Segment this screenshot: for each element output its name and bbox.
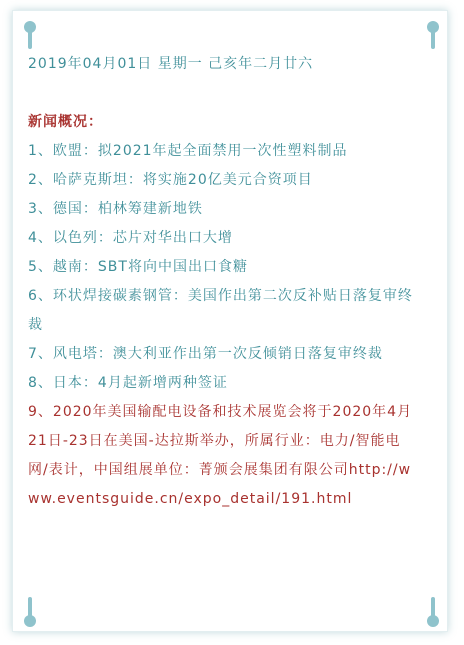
news-content	[28, 50, 413, 514]
news-list	[28, 137, 413, 514]
news-item: 7、风电塔：澳大利亚作出第一次反倾销日落复审终裁	[28, 346, 383, 362]
news-item: 8、日本：4月起新增两种签证	[28, 375, 228, 391]
news-item: 6、环状焊接碳素钢管：美国作出第二次反补贴日落复审终裁	[28, 288, 413, 333]
section-title: 新闻概况：	[28, 114, 103, 130]
news-item: 3、德国：柏林筹建新地铁	[28, 201, 203, 217]
pin-icon	[24, 597, 36, 627]
news-item: 2、哈萨克斯坦：将实施20亿美元合资项目	[28, 172, 313, 188]
news-item-expo-link[interactable]: 9、2020年美国输配电设备和技术展览会将于2020年4月21日-23日在美国-达拉斯举办，所属行业：电力/智能电网/表计，中国组展单位：菁颁会展集团有限公司http://www.eventsguide.cn/expo_detail/191.html	[28, 404, 413, 507]
news-item: 5、越南：SBT将向中国出口食糖	[28, 259, 248, 275]
pin-icon	[427, 21, 439, 51]
news-item: 4、以色列：芯片对华出口大增	[28, 230, 233, 246]
news-item: 1、欧盟：拟2021年起全面禁用一次性塑料制品	[28, 143, 348, 159]
pin-icon	[427, 597, 439, 627]
date-line: 2019年04月01日 星期一 己亥年二月廿六	[28, 56, 314, 72]
spacer	[28, 79, 413, 108]
pin-icon	[24, 21, 36, 51]
